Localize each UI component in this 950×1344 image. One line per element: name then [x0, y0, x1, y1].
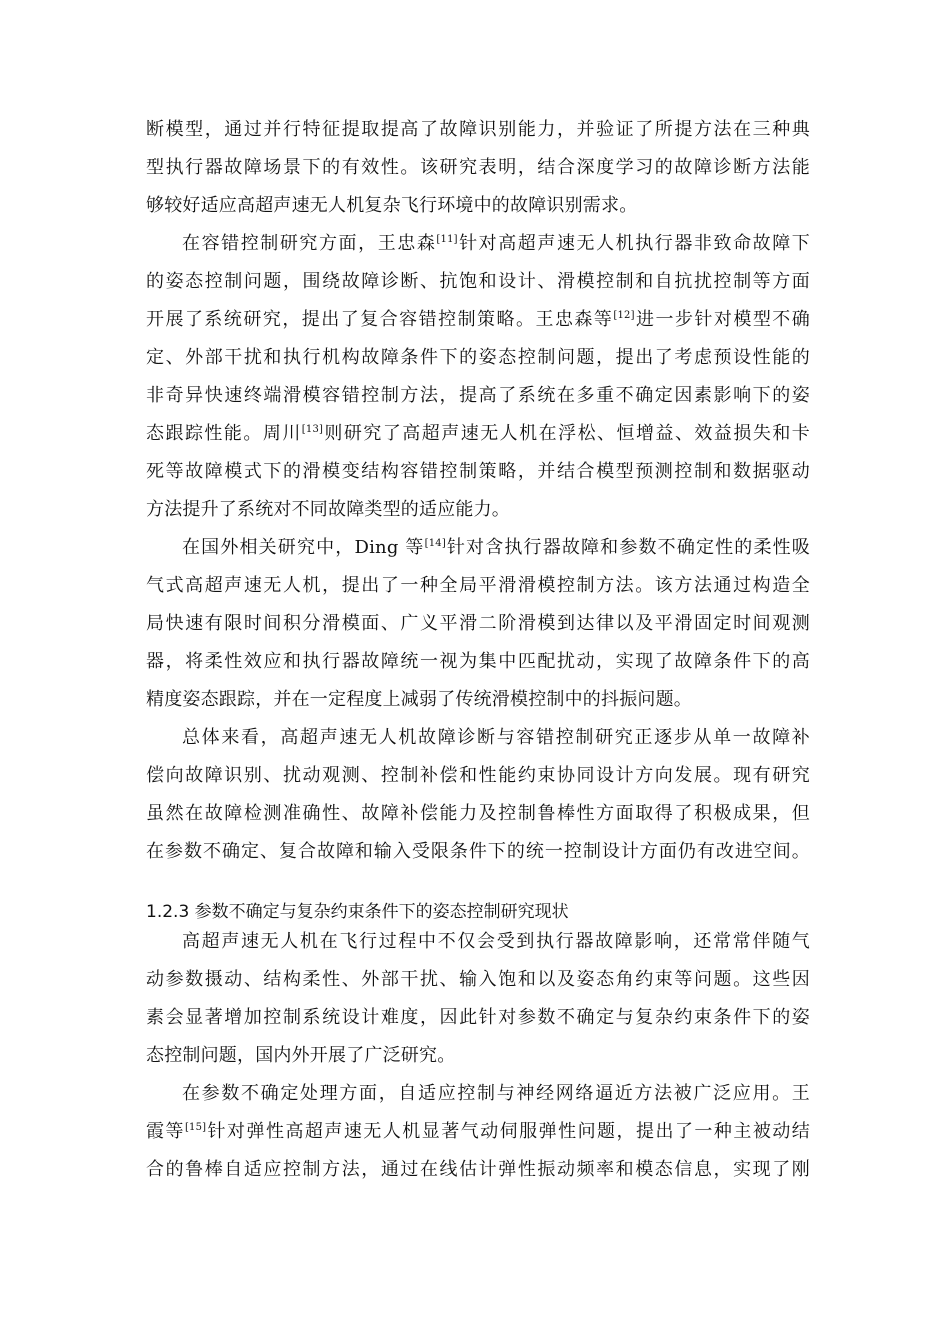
text-line: 断模型，通过并行特征提取提高了故障识别能力，并验证了所提方法在三种典	[146, 119, 810, 140]
text-line: 素会显著增加控制系统设计难度，因此针对参数不确定与复杂约束条件下的姿	[146, 1007, 810, 1028]
citation-ref: [15]	[184, 1122, 207, 1133]
text-line: 态控制问题，国内外开展了广泛研究。	[146, 1045, 456, 1066]
text-line: 在国外相关研究中，Ding 等[14]针对含执行器故障和参数不确定性的柔性吸	[182, 537, 810, 558]
text-line: 态跟踪性能。周川[13]则研究了高超声速无人机在浮松、恒增益、效益损失和卡	[146, 423, 810, 444]
text-line: 合的鲁棒自适应控制方法，通过在线估计弹性振动频率和模态信息，实现了刚	[146, 1159, 810, 1180]
text-line: 在容错控制研究方面，王忠森[11]针对高超声速无人机执行器非致命故障下	[182, 233, 810, 254]
citation-ref: [13]	[301, 424, 324, 435]
text-line: 够较好适应高超声速无人机复杂飞行环境中的故障识别需求。	[146, 195, 638, 216]
citation-ref: [12]	[613, 310, 635, 321]
text-line: 局快速有限时间积分滑模面、广义平滑二阶滑模到达律以及平滑固定时间观测	[146, 613, 810, 634]
text-line: 偿向故障识别、扰动观测、控制补偿和性能约束协同设计方向发展。现有研究	[146, 765, 810, 786]
section-heading: 1.2.3 参数不确定与复杂约束条件下的姿态控制研究现状	[146, 902, 569, 922]
citation-ref: [11]	[436, 234, 458, 245]
text-line: 的姿态控制问题，围绕故障诊断、抗饱和设计、滑模控制和自抗扰控制等方面	[146, 271, 810, 292]
text-line: 器，将柔性效应和执行器故障统一视为集中匹配扰动，实现了故障条件下的高	[146, 651, 810, 672]
text-line: 方法提升了系统对不同故障类型的适应能力。	[146, 499, 510, 520]
text-line: 在参数不确定处理方面，自适应控制与神经网络逼近方法被广泛应用。王	[182, 1083, 810, 1104]
text-line: 精度姿态跟踪，并在一定程度上减弱了传统滑模控制中的抖振问题。	[146, 689, 692, 710]
text-line: 开展了系统研究，提出了复合容错控制策略。王忠森等[12]进一步针对模型不确	[146, 309, 810, 330]
citation-ref: [14]	[424, 538, 446, 549]
text-line: 气式高超声速无人机，提出了一种全局平滑滑模控制方法。该方法通过构造全	[146, 575, 810, 596]
text-line: 非奇异快速终端滑模容错控制方法，提高了系统在多重不确定因素影响下的姿	[146, 385, 810, 406]
text-line: 虽然在故障检测准确性、故障补偿能力及控制鲁棒性方面取得了积极成果，但	[146, 803, 810, 824]
text-line: 霞等[15]针对弹性高超声速无人机显著气动伺服弹性问题，提出了一种主被动结	[146, 1121, 810, 1142]
text-line: 型执行器故障场景下的有效性。该研究表明，结合深度学习的故障诊断方法能	[146, 157, 810, 178]
text-line: 死等故障模式下的滑模变结构容错控制策略，并结合模型预测控制和数据驱动	[146, 461, 810, 482]
text-line: 高超声速无人机在飞行过程中不仅会受到执行器故障影响，还常常伴随气	[182, 931, 810, 952]
text-line: 总体来看，高超声速无人机故障诊断与容错控制研究正逐步从单一故障补	[182, 727, 810, 748]
text-line: 动参数摄动、结构柔性、外部干扰、输入饱和以及姿态角约束等问题。这些因	[146, 969, 810, 990]
text-line: 定、外部干扰和执行机构故障条件下的姿态控制问题，提出了考虑预设性能的	[146, 347, 810, 368]
text-line: 在参数不确定、复合故障和输入受限条件下的统一控制设计方面仍有改进空间。	[146, 841, 810, 862]
